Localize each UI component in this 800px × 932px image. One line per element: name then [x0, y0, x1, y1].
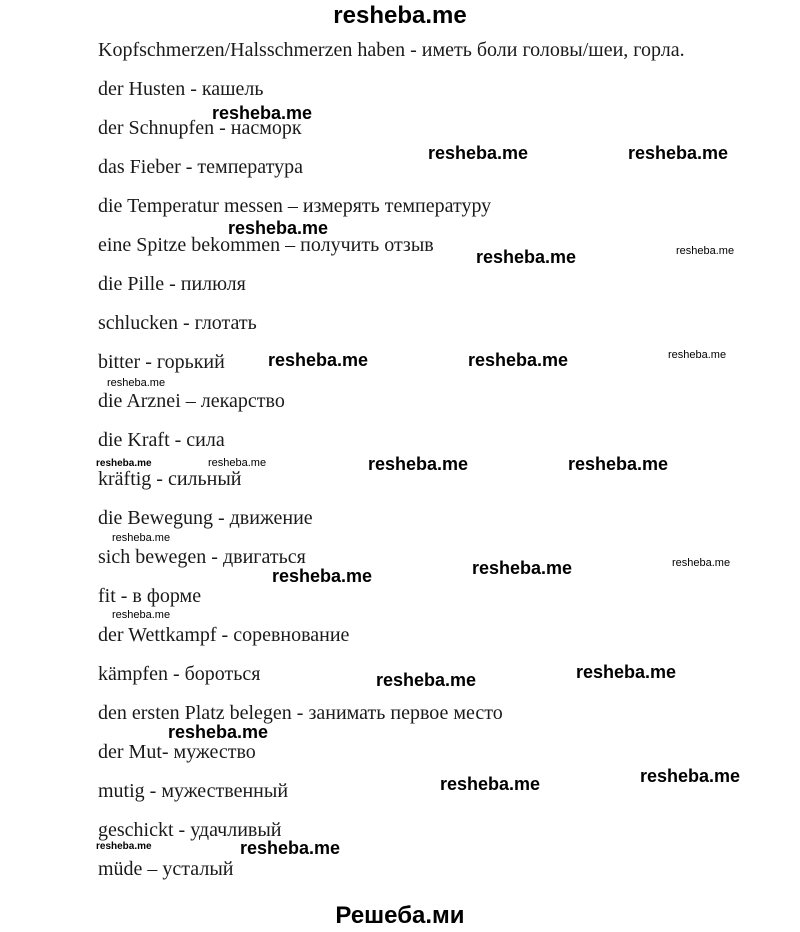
watermark: resheba.me: [168, 722, 269, 742]
vocab-entry: kämpfen - бороться: [98, 663, 261, 685]
watermark: resheba.me: [112, 532, 171, 544]
vocab-entry: sich bewegen - двигаться: [98, 546, 306, 568]
watermark: resheba.me: [212, 103, 313, 123]
watermark: resheba.me: [208, 457, 267, 469]
vocab-entry: fit - в форме: [98, 585, 202, 607]
watermark: resheba.me: [240, 838, 341, 858]
vocab-entry: der Mut- мужество: [98, 741, 256, 763]
watermark: resheba.me: [112, 609, 171, 621]
watermark: resheba.me: [576, 662, 677, 682]
vocab-entry: der Husten - кашель: [98, 78, 264, 100]
watermark: resheba.me: [628, 143, 729, 163]
vocab-entry: Kopfschmerzen/Halsschmerzen haben - иметь боли головы/шеи, горла.: [98, 39, 685, 61]
watermark: resheba.me: [668, 349, 727, 361]
vocab-entry: geschickt - удачливый: [98, 819, 282, 841]
vocab-entry: schlucken - глотать: [98, 312, 257, 334]
vocab-entry: die Bewegung - движение: [98, 507, 313, 529]
site-footer-watermark: Решеба.ми: [335, 902, 465, 929]
watermark: resheba.me: [468, 350, 569, 370]
watermark: resheba.me: [672, 557, 731, 569]
vocab-entry: den ersten Platz belegen - занимать первое место: [98, 702, 503, 724]
vocab-entry: bitter - горький: [98, 351, 225, 373]
vocab-entry: mutig - мужественный: [98, 780, 289, 802]
vocab-entry: die Kraft - сила: [98, 429, 225, 451]
watermark: resheba.me: [476, 247, 577, 267]
vocab-entry: müde – усталый: [98, 858, 234, 880]
watermark: resheba.me: [440, 774, 541, 794]
watermark: resheba.me: [568, 454, 669, 474]
vocab-entry: der Schnupfen - насморк: [98, 117, 302, 139]
watermark: resheba.me: [640, 766, 741, 786]
vocab-entry: kräftig - сильный: [98, 468, 242, 490]
watermark: resheba.me: [676, 245, 735, 257]
watermark: resheba.me: [428, 143, 529, 163]
watermark: resheba.me: [228, 218, 329, 238]
vocab-entry: eine Spitze bekommen – получить отзыв: [98, 234, 434, 256]
watermark: resheba.me: [268, 350, 369, 370]
vocab-entry: die Temperatur messen – измерять температуру: [98, 195, 492, 217]
watermark: resheba.me: [96, 458, 152, 469]
watermark: resheba.me: [107, 377, 166, 389]
watermark: resheba.me: [368, 454, 469, 474]
vocab-entry: das Fieber - температура: [98, 156, 303, 178]
watermark: resheba.me: [272, 566, 373, 586]
watermark: resheba.me: [376, 670, 477, 690]
vocab-entry: der Wettkampf - соревнование: [98, 624, 350, 646]
vocab-entry: die Pille - пилюля: [98, 273, 246, 295]
site-header-watermark: resheba.me: [333, 2, 467, 29]
vocab-entry: die Arznei – лекарство: [98, 390, 285, 412]
watermark: resheba.me: [472, 558, 573, 578]
watermark: resheba.me: [96, 841, 152, 852]
